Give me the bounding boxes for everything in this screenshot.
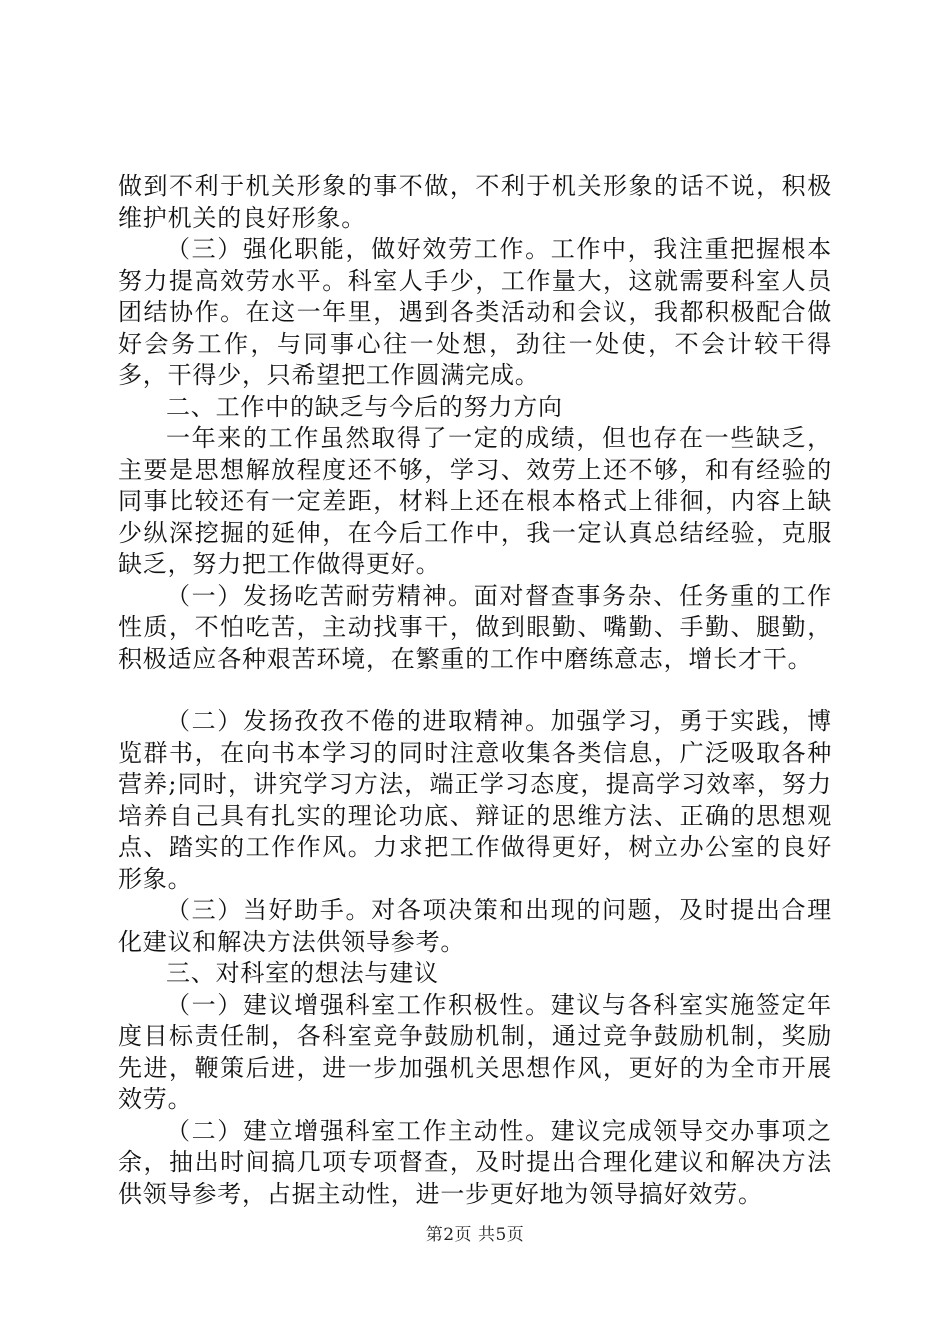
paragraph-item-2-progressive: （二）发扬孜孜不倦的进取精神。加强学习，勇于实践，博览群书，在向书本学习的同时注意收集各类信息，广泛吸取各种营养;同时，讲究学习方法，端正学习态度，提高学习效率，努力培养自己具有扎实的理论功底、辩证的思维方法、正确的思想观点、踏实的工作作风。力求把工作做得更好，树立办公室的良好形象。 xyxy=(118,707,832,893)
paragraph-item-1-hardworking: （一）发扬吃苦耐劳精神。面对督查事务杂、任务重的工作性质，不怕吃苦，主动找事干，做到眼勤、嘴勤、手勤、腿勤，积极适应各种艰苦环境，在繁重的工作中磨练意志，增长才干。 xyxy=(118,581,832,673)
document-body xyxy=(118,171,832,1210)
paragraph-shortcomings-summary: 一年来的工作虽然取得了一定的成绩，但也存在一些缺乏，主要是思想解放程度还不够，学习、效劳上还不够，和有经验的同事比较还有一定差距，材料上还在根本格式上徘徊，内容上缺少纵深挖掘的延伸，在今后工作中，我一定认真总结经验，克服缺乏，努力把工作做得更好。 xyxy=(118,424,832,578)
section-heading-2: 二、工作中的缺乏与今后的努力方向 xyxy=(166,392,563,421)
blank-line xyxy=(118,675,832,706)
section-heading-3: 三、对科室的想法与建议 xyxy=(166,959,439,987)
paragraph-item-3-assistant: （三）当好助手。对各项决策和出现的问题，及时提出合理化建议和解决方法供领导参考。 xyxy=(118,896,832,956)
paragraph-item-3-strengthen-functions: （三）强化职能，做好效劳工作。工作中，我注重把握根本努力提高效劳水平。科室人手少，工作量大，这就需要科室人员团结协作。在这一年里，遇到各类活动和会议，我都积极配合做好会务工作，与同事心往一处想，劲往一处使，不会计较干得多，干得少，只希望把工作圆满完成。 xyxy=(118,235,832,389)
paragraph-suggestion-1: （一）建议增强科室工作积极性。建议与各科室实施签定年度目标责任制，各科室竞争鼓励机制，通过竞争鼓励机制，奖励先进，鞭策后进，进一步加强机关思想作风，更好的为全市开展效劳。 xyxy=(118,990,832,1113)
paragraph-suggestion-2: （二）建立增强科室工作主动性。建议完成领导交办事项之余，抽出时间搞几项专项督查，及时提出合理化建议和解决方法供领导参考，占据主动性，进一步更好地为领导搞好效劳。 xyxy=(118,1116,832,1208)
page-number-footer: 第2页 共5页 xyxy=(425,1225,525,1245)
paragraph-continuation: 做到不利于机关形象的事不做，不利于机关形象的话不说，积极维护机关的良好形象。 xyxy=(118,172,832,232)
